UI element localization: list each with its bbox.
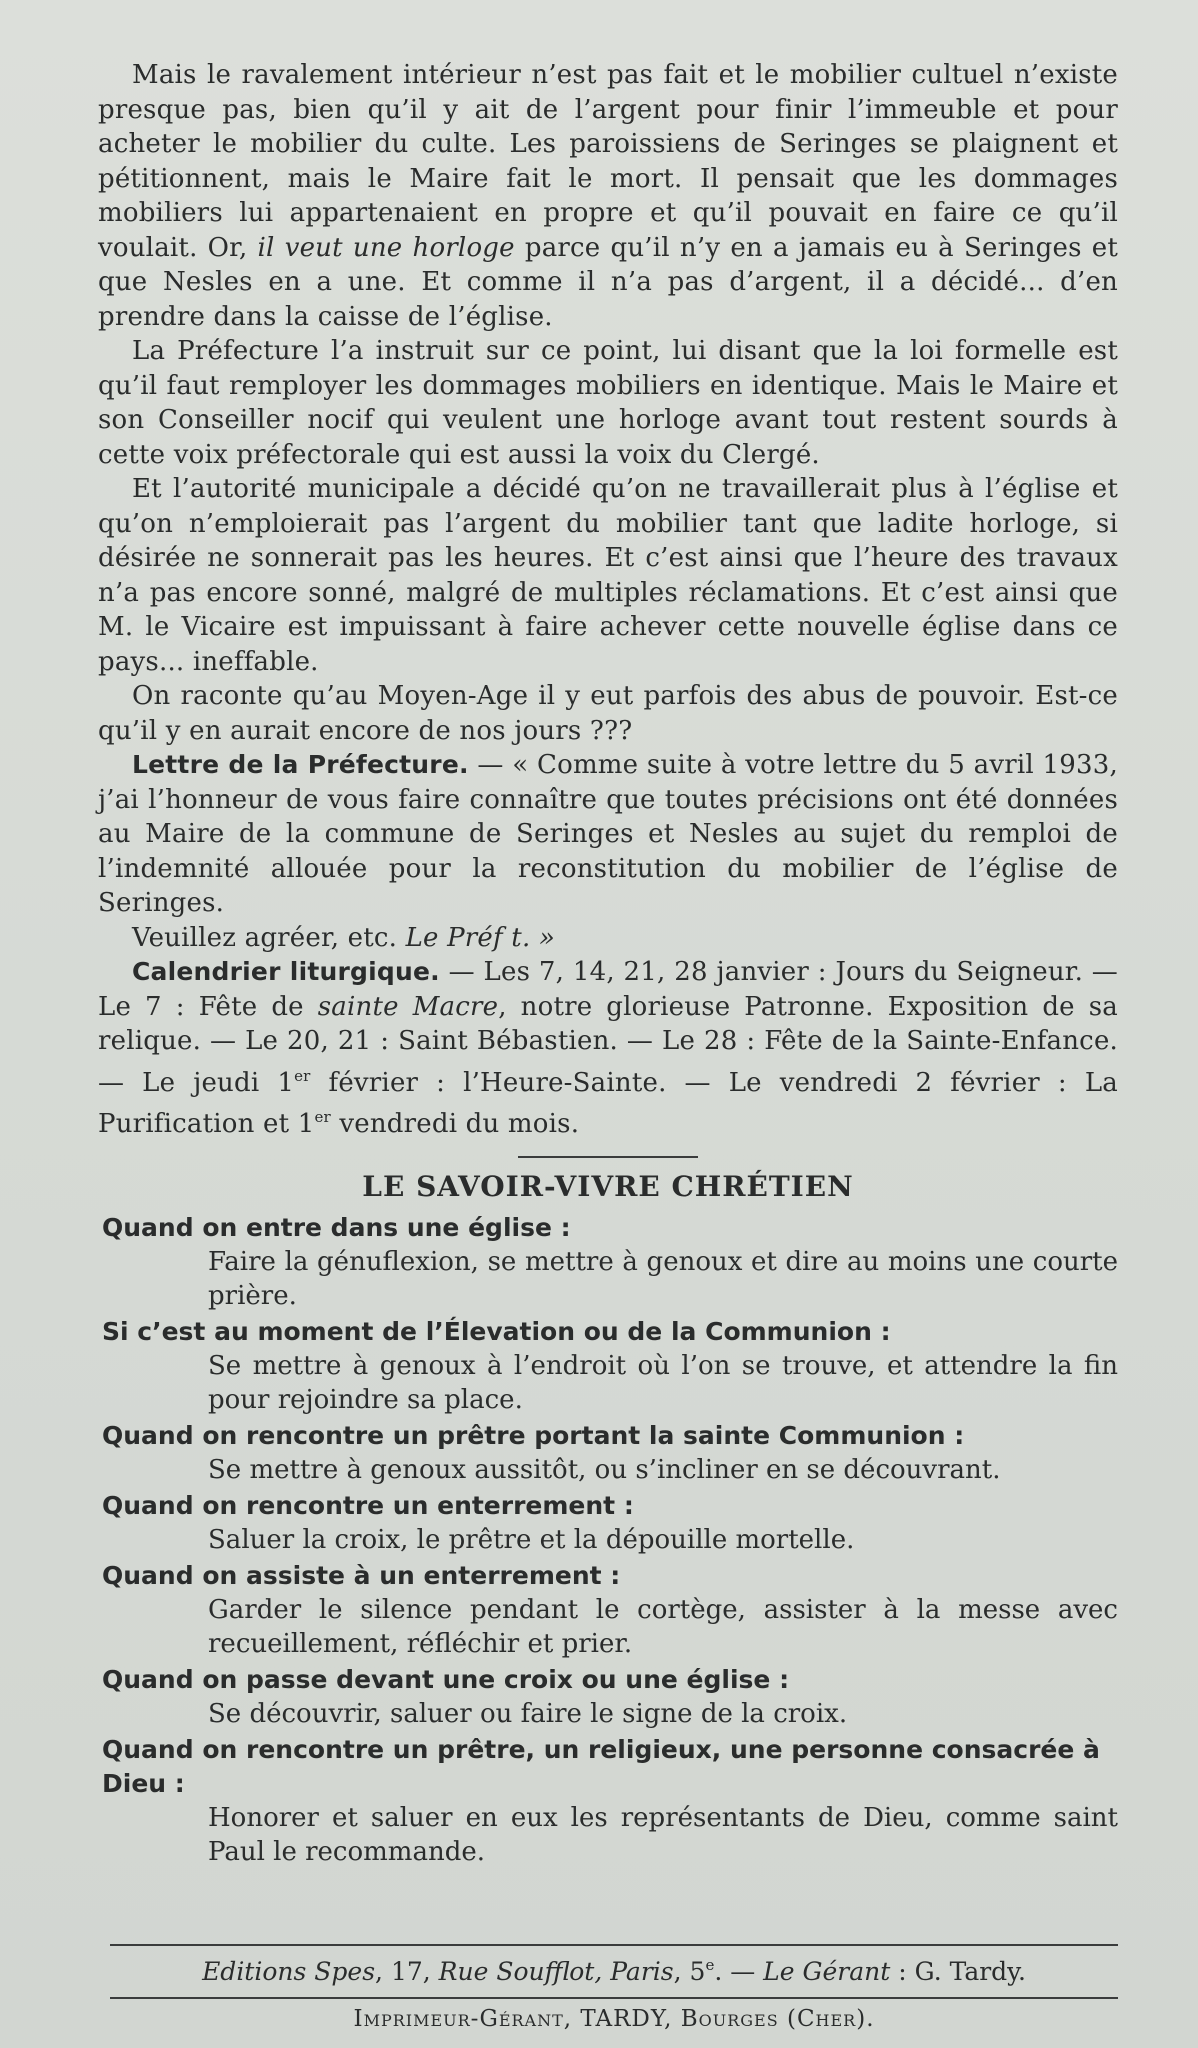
italic-text: il veut une horloge [257, 232, 515, 263]
superscript: er [294, 1066, 311, 1085]
text-run: — « Comme suite à votre lettre du 5 avril 1933, j’ai l’honneur de vous faire connaître que toutes précisions ont été données au Maire de la commune de Seringes et Nesles au sujet du remploi de l’indemnité allouée pour la reconstitution du mobilier de l’église de Seringes. [98, 750, 1118, 918]
italic-text: sainte Macre [317, 991, 499, 1022]
rule-question: Quand on rencontre un enterrement : [102, 1490, 634, 1520]
paragraph-ravalement [98, 58, 1118, 334]
text-run: Mais le ravalement intérieur n’est pas fait et le mobilier cultuel n’existe presque pas, bien qu’il y ait de l’argent pour finir l’immeuble et pour acheter le mobilier du culte. Les paroissiens de Seringes se plaignent et pétitionnent, mais le Maire fait le mort. Il pensait que les dommages mobiliers lui appartenaient en propre et qu’il pouvait en faire ce qu’il voulait. Or, [98, 60, 1118, 263]
rule-question: Quand on assiste à un enterrement : [102, 1560, 621, 1590]
section-heading: Lettre de la Préfecture. [132, 750, 469, 779]
paragraph-moyen-age: On raconte qu’au Moyen-Age il y eut parfois des abus de pouvoir. Est-ce qu’il y en aurait encore de nos jours ??? [98, 681, 1118, 746]
paragraph-autorite: Et l’autorité municipale a décidé qu’on ne travaillerait plus à l’église et qu’on n’emploierait pas l’argent du mobilier tant que ladite horloge, si désirée ne sonnerait pas les heures. Et c’est ainsi que l’heure des travaux n’a pas encore sonné, malgré de multiples réclamations. Et c’est ainsi que M. le Vicaire est impuissant à faire achever cette nouvelle église dans ce pays... ineffable. [98, 474, 1118, 677]
savoir-vivre-list [98, 1211, 1118, 1869]
printer-line: Imprimeur-Gérant, TARDY, Bourges (Cher). [353, 2006, 875, 2032]
section-heading: Calendrier liturgique. [132, 957, 440, 986]
rule-answer: Se découvrir, saluer ou faire le signe de la croix. [208, 1698, 848, 1729]
rule-answer: Faire la génuflexion, se mettre à genoux et dire au moins une courte prière. [208, 1246, 1118, 1311]
superscript: er [314, 1108, 331, 1126]
paragraph-lettre [98, 748, 1118, 921]
gerant-label: Le Gérant [763, 1957, 891, 1986]
superscript: e [705, 1956, 715, 1974]
savoir-vivre-title: LE SAVOIR-VIVRE CHRÉTIEN [362, 1169, 854, 1203]
rule-answer: Se mettre à genoux à l’endroit où l’on se trouve, et attendre la fin pour rejoindre sa place. [208, 1350, 1118, 1415]
rule-question: Quand on passe devant une croix ou une église : [102, 1664, 790, 1694]
text-run: , 5 [673, 1957, 706, 1986]
text-run: . — [714, 1957, 764, 1986]
rule-question: Quand on rencontre un prêtre, un religieux, une personne consacrée à Dieu : [102, 1734, 1100, 1798]
rule-question: Quand on rencontre un prêtre portant la sainte Communion : [102, 1420, 965, 1450]
rule-answer: Se mettre à genoux aussitôt, ou s’incliner en se découvrant. [208, 1454, 1001, 1485]
paragraph-prefecture: La Préfecture l’a instruit sur ce point, lui disant que la loi formelle est qu’il faut remployer les dommages mobiliers en identique. Mais le Maire et son Conseiller nocif qui veulent une horloge avant tout restent sourds à cette voix préfectorale qui est aussi la voix du Clergé. [98, 336, 1118, 470]
text-run: , notre glorieuse Patronne. Exposition de sa relique. — Le 20, 21 : Saint Bébastien. — Le 28 : Fête de la Sainte-Enfance. — Le jeudi 1 [98, 991, 1119, 1098]
text-run: vendredi du mois. [330, 1109, 580, 1139]
text-run: parce qu’il n’y en a jamais eu à Seringes et que Nesles en a une. Et comme il n’a pas d’argent, il a décidé... d’en prendre dans la caisse de l’église. [98, 232, 1119, 332]
publisher-line [110, 1946, 1118, 1991]
text-run: Veuillez agréer, etc. [132, 922, 406, 953]
rule-answer: Saluer la croix, le prêtre et la dépouille mortelle. [208, 1524, 855, 1555]
paragraph-calendrier [98, 955, 1118, 1142]
rule-question: Si c’est au moment de l’Élevation ou de la Communion : [102, 1316, 891, 1346]
rule-answer: Honorer et saluer en eux les représentants de Dieu, comme saint Paul le recommande. [208, 1802, 1118, 1867]
street-text: Rue Soufflot, Paris [438, 1957, 674, 1986]
text-run: — Les 7, 14, 21, 28 janvier : Jours du Seigneur. — Le 7 : Fête de [98, 957, 1118, 1022]
colophon [110, 1944, 1118, 2039]
paragraph-salutation [98, 921, 1118, 956]
text-run: , 17, [375, 1957, 439, 1986]
gerant-name: : G. Tardy. [890, 1957, 1026, 1986]
publisher-name: Editions Spes [202, 1957, 376, 1986]
rule-question: Quand on entre dans une église : [102, 1212, 571, 1242]
rule-answer: Garder le silence pendant le cortège, assister à la messe avec recueillement, réfléchir et prier. [208, 1594, 1118, 1659]
text-run: février : l’Heure-Sainte. — Le vendredi 2 février : La Purification et 1 [98, 1067, 1118, 1139]
signature-text: Le Préf t. » [405, 922, 555, 953]
divider [518, 1156, 698, 1158]
